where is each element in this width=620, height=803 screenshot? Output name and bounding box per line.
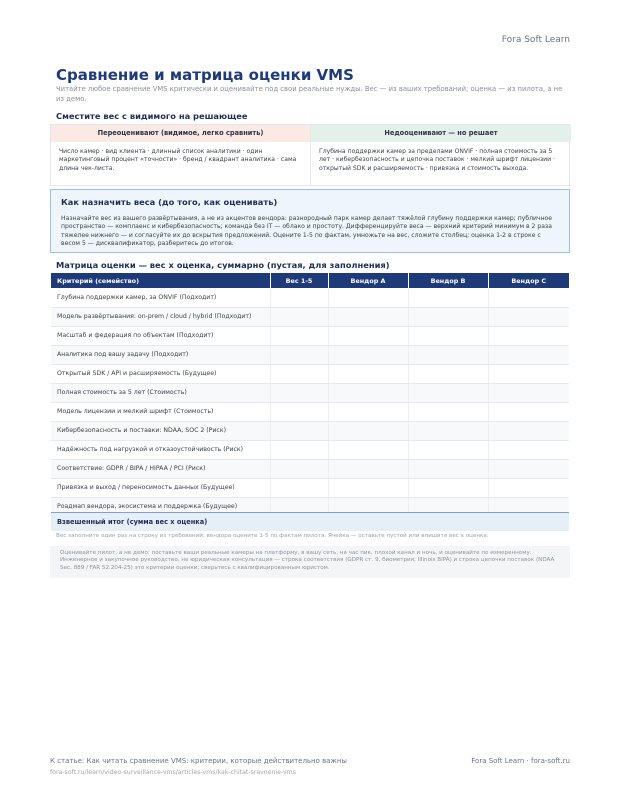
weight-cell[interactable] (270, 307, 328, 326)
disclaimer-box (50, 546, 570, 578)
vendor-c-cell[interactable] (488, 440, 569, 459)
criterion-cell: Аналитика под вашу задачу (Подходит) (51, 345, 270, 364)
matrix-header-row (51, 273, 569, 288)
table-row (51, 478, 569, 497)
vendor-a-cell[interactable] (328, 383, 408, 402)
vendor-c-cell[interactable] (488, 326, 569, 345)
vendor-b-cell[interactable] (408, 402, 488, 421)
criterion-cell: Масштаб и федерация по объектам (Подходит) (51, 326, 270, 345)
vendor-a-cell[interactable] (328, 440, 408, 459)
vendor-c-cell[interactable] (488, 478, 569, 497)
vendor-a-cell[interactable] (328, 402, 408, 421)
overrated-header: Переоценивают (видимое, легко сравнить) (51, 125, 310, 142)
criterion-cell: Надёжность под нагрузкой и отказоустойчивость (Риск) (51, 440, 270, 459)
vendor-b-cell[interactable] (408, 421, 488, 440)
vendor-b-cell[interactable] (408, 383, 488, 402)
vendor-b-cell[interactable] (408, 288, 488, 307)
vendor-c-cell[interactable] (488, 364, 569, 383)
overrated-column (51, 125, 311, 185)
vendor-b-cell[interactable] (408, 345, 488, 364)
weight-cell[interactable] (270, 440, 328, 459)
vendor-a-cell[interactable] (328, 459, 408, 478)
table-row (51, 307, 569, 326)
col-weight: Вес 1-5 (270, 273, 328, 288)
vendor-c-cell[interactable] (488, 288, 569, 307)
criterion-cell: Модель развёртывания: on-prem / cloud / hybrid (Подходит) (51, 307, 270, 326)
footer-url[interactable]: fora-soft.ru/learn/video-surveillance-vms/articles-vms/kak-chitat-sravnenie-vms (50, 769, 296, 776)
table-row (51, 459, 569, 478)
vendor-a-cell[interactable] (328, 307, 408, 326)
page-subtitle: Читайте любое сравнение VMS критически и оценивайте под свои реальные нужды. Вес — из ваших требований; оценка — из пилота, а не из демо. (56, 85, 563, 103)
weight-cell[interactable] (270, 478, 328, 497)
vendor-b-cell[interactable] (408, 326, 488, 345)
matrix-heading: Матрица оценки — вес x оценка, суммарно (пустая, для заполнения) (56, 260, 390, 270)
weight-cell[interactable] (270, 288, 328, 307)
vendor-b-cell[interactable] (408, 307, 488, 326)
table-row (51, 345, 569, 364)
criterion-cell: Соответствие: GDPR / BIPA / HIPAA / PCI (Риск) (51, 459, 270, 478)
scoring-matrix (51, 273, 569, 517)
criterion-cell: Модель лицензии и мелкий шрифт (Стоимость) (51, 402, 270, 421)
weight-cell[interactable] (270, 383, 328, 402)
col-criterion: Критерий (семейство) (51, 273, 270, 288)
vendor-c-cell[interactable] (488, 421, 569, 440)
fill-note: Вес заполните один раз на строку из требований; вендора оцените 1-5 по фактам пилота. Ячейка — оставьте пустой или впишите вес x оценка. (56, 533, 489, 539)
col-vendor-b: Вендор B (408, 273, 488, 288)
table-row (51, 288, 569, 307)
vendor-c-cell[interactable] (488, 383, 569, 402)
table-row (51, 364, 569, 383)
brand-label: Fora Soft Learn (501, 35, 570, 45)
footer-article-link[interactable]: К статье: Как читать сравнение VMS: критерии, которые действительно важны (50, 757, 347, 765)
total-row (51, 512, 569, 531)
vendor-b-cell[interactable] (408, 459, 488, 478)
vendor-c-cell[interactable] (488, 402, 569, 421)
weight-cell[interactable] (270, 459, 328, 478)
weight-cell[interactable] (270, 326, 328, 345)
criterion-cell: Открытый SDK / API и расширяемость (Будущее) (51, 364, 270, 383)
page-title: Сравнение и матрица оценки VMS (56, 66, 354, 84)
vendor-a-cell[interactable] (328, 364, 408, 383)
weight-cell[interactable] (270, 421, 328, 440)
weight-cell[interactable] (270, 345, 328, 364)
criterion-cell: Привязка и выход / переносимость данных (Будущее) (51, 478, 270, 497)
underrated-column (311, 125, 571, 185)
weights-heading: Как назначить веса (до того, как оценивать) (61, 197, 278, 207)
criterion-cell: Глубина поддержки камер, за ONVIF (Подходит) (51, 288, 270, 307)
criterion-cell: Кибербезопасность и поставки: NDAA, SOC 2 (Риск) (51, 421, 270, 440)
table-row (51, 383, 569, 402)
col-vendor-c: Вендор C (488, 273, 569, 288)
overrated-text: Число камер · вид клиента · длинный список аналитики · один маркетинговый процент «точности» · бренд / квадрант аналитика · сама длина чек-листа. (59, 148, 297, 172)
vendor-c-cell[interactable] (488, 345, 569, 364)
vendor-a-cell[interactable] (328, 421, 408, 440)
underrated-header: Недооценивают — но решает (311, 125, 571, 142)
vendor-b-cell[interactable] (408, 440, 488, 459)
vendor-b-cell[interactable] (408, 478, 488, 497)
matrix-body (51, 288, 569, 516)
criterion-cell: Роадмап вендора, экосистема и поддержка (Будущее) (51, 497, 270, 516)
vendor-a-cell[interactable] (328, 326, 408, 345)
criterion-cell: Полная стоимость за 5 лет (Стоимость) (51, 383, 270, 402)
table-row (51, 421, 569, 440)
footer-brand: Fora Soft Learn · fora-soft.ru (471, 757, 570, 765)
total-label: Взвешенный итог (сумма вес x оценка) (57, 518, 208, 526)
weight-cell[interactable] (270, 364, 328, 383)
weights-text: Назначайте вес из вашего развёртывания, а не из акцентов вендора: разнородный парк камер делает тяжёлой глубину поддержки камер; публичное пространство — комплаенс и кибербезопасность; команда без IT — облако и простоту. Дифференцируйте веса — верхний критерий минимум в 2 раза тяжелее нижнего — и согласуйте их до вскрытия предложений. Оцените 1-5 по фактам, умножьте на вес, сложите столбец; оценка 1-2 в строке с весом 5 — дисквалификатор, разберитесь до итогов. (61, 215, 553, 248)
weight-cell[interactable] (270, 402, 328, 421)
table-row (51, 440, 569, 459)
weights-callout (50, 189, 570, 253)
vendor-a-cell[interactable] (328, 478, 408, 497)
disclaimer-text: Оценивайте пилот, а не демо: поставьте ваши реальные камеры на платформу, в вашу сеть, на час пик, плохой канал и ночь, и оценивайте по измеренному. Инженерное и закупочное руководство, не юридическая консультация — строка соответствия (GDPR ст. 9, биометрия; Illinois BIPA) и строка цепочки поставок (NDAA Sec. 889 / FAR 52.204-25) это критерии оценки; сверьтесь с квалифицированным юристом. (60, 550, 555, 571)
col-vendor-a: Вендор A (328, 273, 408, 288)
vendor-b-cell[interactable] (408, 364, 488, 383)
vendor-a-cell[interactable] (328, 288, 408, 307)
underrated-text: Глубина поддержки камер за пределами ONVIF · полная стоимость за 5 лет · кибербезопасность и цепочка поставок · мелкий шрифт лицензии · открытый SDK и расширяемость · привязка и стоимость выхода. (319, 148, 555, 172)
vendor-a-cell[interactable] (328, 345, 408, 364)
table-row (51, 402, 569, 421)
vendor-c-cell[interactable] (488, 307, 569, 326)
compare-box (50, 124, 570, 186)
compare-heading: Сместите вес с видимого на решающее (56, 111, 248, 121)
vendor-c-cell[interactable] (488, 459, 569, 478)
table-row (51, 326, 569, 345)
